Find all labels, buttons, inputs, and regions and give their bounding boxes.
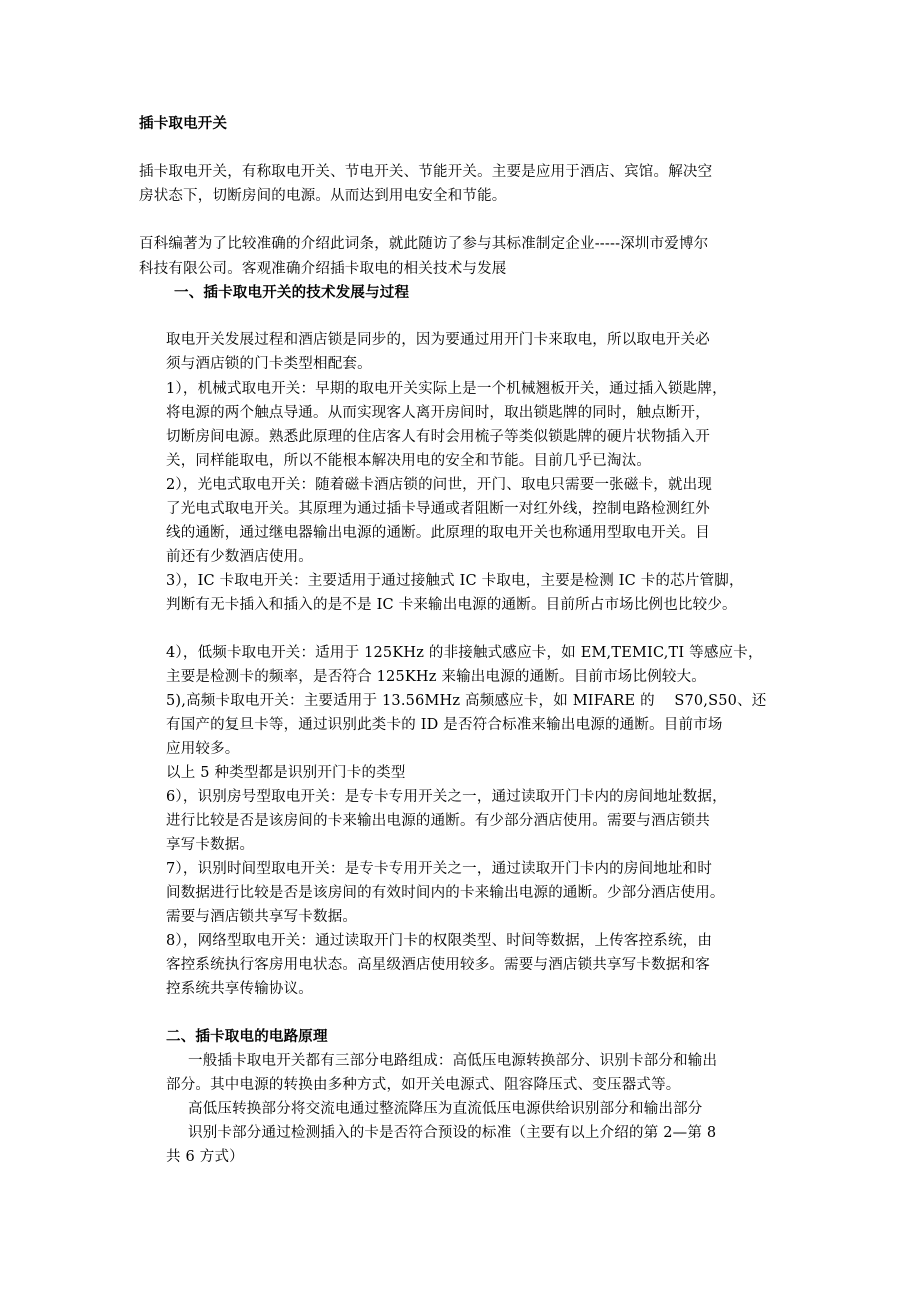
section2-line: 一般插卡取电开关都有三部分电路组成：高低压电源转换部分、识别卡部分和输出 (188, 1053, 718, 1069)
intro-line: 插卡取电开关，有称取电开关、节电开关、节能开关。主要是应用于酒店、宾馆。解决空 (139, 164, 713, 180)
section2-line: 高低压转换部分将交流电通过整流降压为直流低压电源供给识别部分和输出部分 (188, 1101, 703, 1117)
section1-line: 客控系统执行客房用电状态。高星级酒店使用较多。需要与酒店锁共享写卡数据和客 (166, 957, 710, 973)
section2-line: 部分。其中电源的转换由多种方式，如开关电源式、阻容降压式、变压器式等。 (166, 1077, 681, 1093)
section1-line: 控系统共享传输协议。 (166, 981, 313, 997)
section1-line: 1），机械式取电开关：早期的取电开关实际上是一个机械翘板开关，通过插入锁匙牌， (166, 381, 727, 397)
section1-heading: 一、插卡取电开关的技术发展与过程 (174, 285, 410, 301)
section1-line: 关，同样能取电，所以不能根本解决用电的安全和节能。目前几乎已淘汰。 (166, 453, 652, 469)
section1-line: 3），IC 卡取电开关：主要适用于通过接触式 IC 卡取电，主要是检测 IC 卡的芯片管脚， (166, 573, 744, 589)
section1-line: 须与酒店锁的门卡类型相配套。 (166, 356, 372, 372)
section1-line: 2），光电式取电开关：随着磁卡酒店锁的问世，开门、取电只需要一张磁卡，就出现 (166, 477, 713, 493)
note-line: 科技有限公司。客观准确介绍插卡取电的相关技术与发展 (139, 261, 507, 277)
section2-heading: 二、插卡取电的电路原理 (166, 1029, 328, 1045)
section1-line: 进行比较是否是该房间的卡来输出电源的通断。有少部分酒店使用。需要与酒店锁共 (166, 813, 710, 829)
section1-line: 判断有无卡插入和插入的是不是 IC 卡来输出电源的通断。目前所占市场比例也比较少。 (166, 597, 737, 613)
section2-line: 识别卡部分通过检测插入的卡是否符合预设的标准（主要有以上介绍的第 2—第 8 (188, 1125, 717, 1141)
section1-line: 将电源的两个触点导通。从而实现客人离开房间时，取出锁匙牌的同时，触点断开， (166, 405, 710, 421)
section1-line: 线的通断，通过继电器输出电源的通断。此原理的取电开关也称通用型取电开关。目 (166, 525, 710, 541)
document-title: 插卡取电开关 (139, 116, 228, 132)
section1-line: 5),高频卡取电开关：主要适用于 13.56MHz 高频感应卡，如 MIFARE 的 S70,S50、还 (166, 693, 767, 709)
section1-line: 有国产的复旦卡等，通过识别此类卡的 ID 是否符合标准来输出电源的通断。目前市场 (166, 717, 723, 733)
section1-line: 需要与酒店锁共享写卡数据。 (166, 909, 358, 925)
section1-line: 享写卡数据。 (166, 837, 255, 853)
note-line: 百科编著为了比较准确的介绍此词条，就此随访了参与其标准制定企业-----深圳市爱博尔 (139, 236, 709, 252)
section2-line: 共 6 方式） (166, 1149, 244, 1165)
section1-line: 了光电式取电开关。其原理为通过插卡导通或者阻断一对红外线，控制电路检测红外 (166, 501, 710, 517)
section1-line: 7），识别时间型取电开关：是专卡专用开关之一，通过读取开门卡内的房间地址和时 (166, 861, 713, 877)
section1-line: 应用较多。 (166, 741, 240, 757)
intro-line: 房状态下，切断房间的电源。从而达到用电安全和节能。 (139, 188, 507, 204)
section1-line: 切断房间电源。熟悉此原理的住店客人有时会用梳子等类似锁匙牌的硬片状物插入开 (166, 429, 710, 445)
section1-line: 6），识别房号型取电开关：是专卡专用开关之一，通过读取开门卡内的房间地址数据， (166, 789, 727, 805)
section1-line: 主要是检测卡的频率，是否符合 125KHz 来输出电源的通断。目前市场比例较大。 (166, 669, 707, 685)
section1-line: 以上 5 种类型都是识别开门卡的类型 (166, 765, 406, 781)
section1-line: 前还有少数酒店使用。 (166, 549, 313, 565)
section1-line: 4），低频卡取电开关：适用于 125KHz 的非接触式感应卡，如 EM,TEMIC,TI 等感应卡， (166, 645, 763, 661)
section1-line: 间数据进行比较是否是该房间的有效时间内的卡来输出电源的通断。少部分酒店使用。 (166, 885, 725, 901)
section1-line: 取电开关发展过程和酒店锁是同步的，因为要通过用开门卡来取电，所以取电开关必 (166, 332, 710, 348)
section1-line: 8），网络型取电开关：通过读取开门卡的权限类型、时间等数据，上传客控系统，由 (166, 933, 713, 949)
